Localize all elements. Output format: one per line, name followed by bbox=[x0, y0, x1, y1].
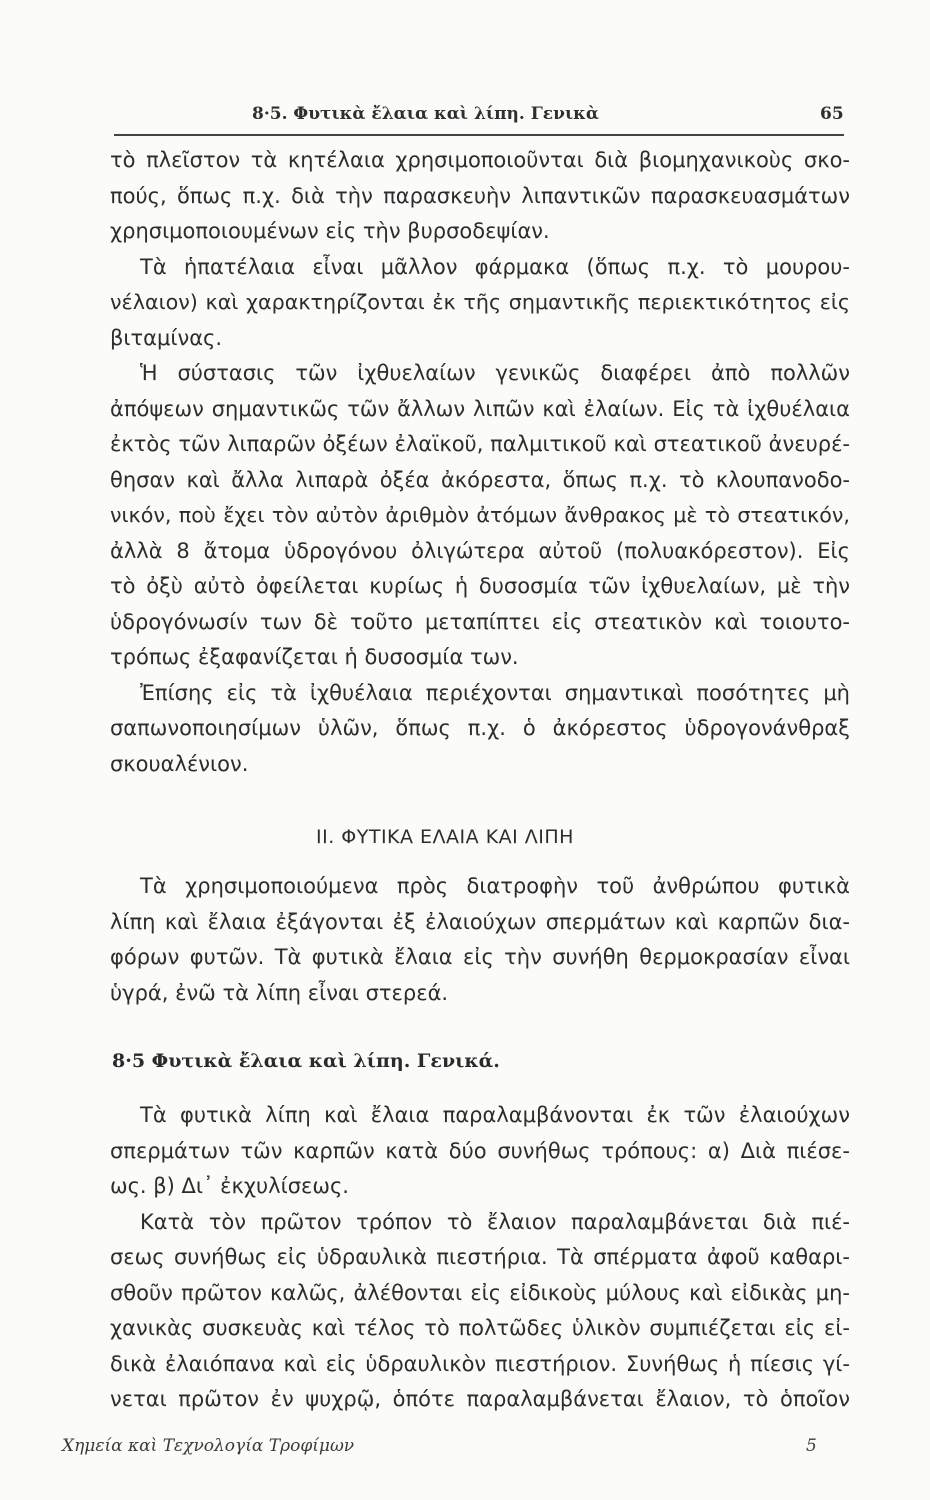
text-line: ως. β) Δι᾽ ἐκχυλίσεως. bbox=[110, 1174, 349, 1198]
text-line: τὸ ὀξὺ αὐτὸ ὀφείλεται κυρίως ἡ δυσοσμία τῶν ἰχθυελαίων, μὲ τὴν bbox=[110, 574, 850, 598]
text-line: σκουαλένιον. bbox=[110, 751, 249, 776]
running-header bbox=[0, 96, 930, 136]
text-line: θησαν καὶ ἄλλα λιπαρὰ ὀξέα ἀκόρεστα, ὅπως π.χ. τὸ κλουπανοδο- bbox=[110, 467, 850, 492]
text-line: σπερμάτων τῶν καρπῶν κατὰ δύο συνήθως τρόπους: α) Διὰ πιέσε- bbox=[110, 1138, 850, 1163]
text-line: Ἡ σύστασις τῶν ἰχθυελαίων γενικῶς διαφέρει ἀπὸ πολλῶν bbox=[140, 361, 850, 385]
text-line: Τὰ χρησιμοποιούμενα πρὸς διατροφὴν τοῦ ἀνθρώπου φυτικὰ bbox=[140, 874, 850, 898]
footer-signature: 5 bbox=[806, 1436, 817, 1456]
text-line: ἐκτὸς τῶν λιπαρῶν ὀξέων ἐλαϊκοῦ, παλμιτικοῦ καὶ στεατικοῦ ἀνευρέ- bbox=[110, 432, 850, 456]
footer-book-title: Χημεία καὶ Τεχνολογία Τροφίμων bbox=[62, 1436, 355, 1456]
body-text-block-1 bbox=[110, 143, 850, 782]
header-rule bbox=[114, 134, 844, 136]
text-line: χρησιμοποιουμένων εἰς τὴν βυρσοδεψίαν. bbox=[110, 219, 550, 243]
text-line: ὑγρά, ἐνῶ τὰ λίπη εἶναι στερεά. bbox=[110, 980, 449, 1005]
page-number: 65 bbox=[820, 104, 844, 124]
body-text-block-2 bbox=[110, 869, 850, 1011]
text-line: Κατὰ τὸν πρῶτον τρόπον τὸ ἔλαιον παραλαμβάνεται διὰ πιέ- bbox=[140, 1209, 850, 1234]
text-line: νέλαιον) καὶ χαρακτηρίζονται ἐκ τῆς σημαντικῆς περιεκτικότητος εἰς bbox=[110, 290, 850, 314]
text-line: ὑδρογόνωσίν των δὲ τοῦτο μεταπίπτει εἰς στεατικὸν καὶ τοιουτο- bbox=[110, 609, 850, 634]
section-heading: ΙΙ. ΦΥΤΙΚΑ ΕΛΑΙΑ ΚΑΙ ΛΙΠΗ bbox=[316, 826, 574, 848]
text-line: ἀλλὰ 8 ἄτομα ὑδρογόνου ὀλιγώτερα αὐτοῦ (πολυακόρεστον). Εἰς bbox=[110, 538, 850, 563]
text-line: τὸ πλεῖστον τὰ κητέλαια χρησιμοποιοῦνται διὰ βιομηχανικοὺς σκο- bbox=[110, 148, 850, 172]
text-line: χανικὰς συσκευὰς καὶ τέλος τὸ πολτῶδες ὑλικὸν συμπιέζεται εἰς εἰ- bbox=[110, 1316, 850, 1340]
text-line: βιταμίνας. bbox=[110, 325, 223, 350]
text-line: πούς, ὅπως π.χ. διὰ τὴν παρασκευὴν λιπαντικῶν παρασκευασμάτων bbox=[110, 183, 850, 208]
text-line: Τὰ ἡπατέλαια εἶναι μᾶλλον φάρμακα (ὅπως π.χ. τὸ μουρου- bbox=[140, 254, 850, 279]
text-line: νεται πρῶτον ἐν ψυχρῷ, ὁπότε παραλαμβάνεται ἔλαιον, τὸ ὁποῖον bbox=[110, 1387, 850, 1411]
text-line: Ἐπίσης εἰς τὰ ἰχθυέλαια περιέχονται σημαντικαὶ ποσότητες μὴ bbox=[140, 680, 850, 705]
text-line: Τὰ φυτικὰ λίπη καὶ ἔλαια παραλαμβάνονται ἐκ τῶν ἐλαιούχων bbox=[140, 1103, 850, 1127]
text-line: σεως συνήθως εἰς ὑδραυλικὰ πιεστήρια. Τὰ σπέρματα ἀφοῦ καθαρι- bbox=[110, 1245, 850, 1269]
subsection-heading: 8·5 Φυτικὰ ἔλαια καὶ λίπη. Γενικά. bbox=[112, 1050, 500, 1072]
text-line: σθοῦν πρῶτον καλῶς, ἀλέθονται εἰς εἰδικοὺς μύλους καὶ εἰδικὰς μη- bbox=[110, 1280, 850, 1305]
text-line: φόρων φυτῶν. Τὰ φυτικὰ ἔλαια εἰς τὴν συνήθη θερμοκρασίαν εἶναι bbox=[110, 945, 850, 969]
text-line: τρόπως ἐξαφανίζεται ἡ δυσοσμία των. bbox=[110, 645, 519, 669]
text-line: ἀπόψεων σημαντικῶς τῶν ἄλλων λιπῶν καὶ ἐλαίων. Εἰς τὰ ἰχθυέλαια bbox=[110, 396, 850, 421]
page-footer bbox=[0, 1436, 930, 1466]
body-text-block-3 bbox=[110, 1098, 850, 1418]
text-line: σαπωνοποιησίμων ὑλῶν, ὅπως π.χ. ὁ ἀκόρεστος ὑδρογονάνθραξ bbox=[110, 716, 850, 740]
text-line: νικόν, ποὺ ἔχει τὸν αὐτὸν ἀριθμὸν ἀτόμων ἄνθρακος μὲ τὸ στεατικόν, bbox=[110, 503, 850, 527]
text-line: δικὰ ἐλαιόπανα καὶ εἰς ὑδραυλικὸν πιεστήριον. Συνήθως ἡ πίεσις γί- bbox=[110, 1351, 850, 1376]
running-header-title: 8·5. Φυτικὰ ἔλαια καὶ λίπη. Γενικὰ bbox=[252, 104, 599, 124]
text-line: λίπη καὶ ἔλαια ἐξάγονται ἐξ ἐλαιούχων σπερμάτων καὶ καρπῶν δια- bbox=[110, 909, 850, 934]
